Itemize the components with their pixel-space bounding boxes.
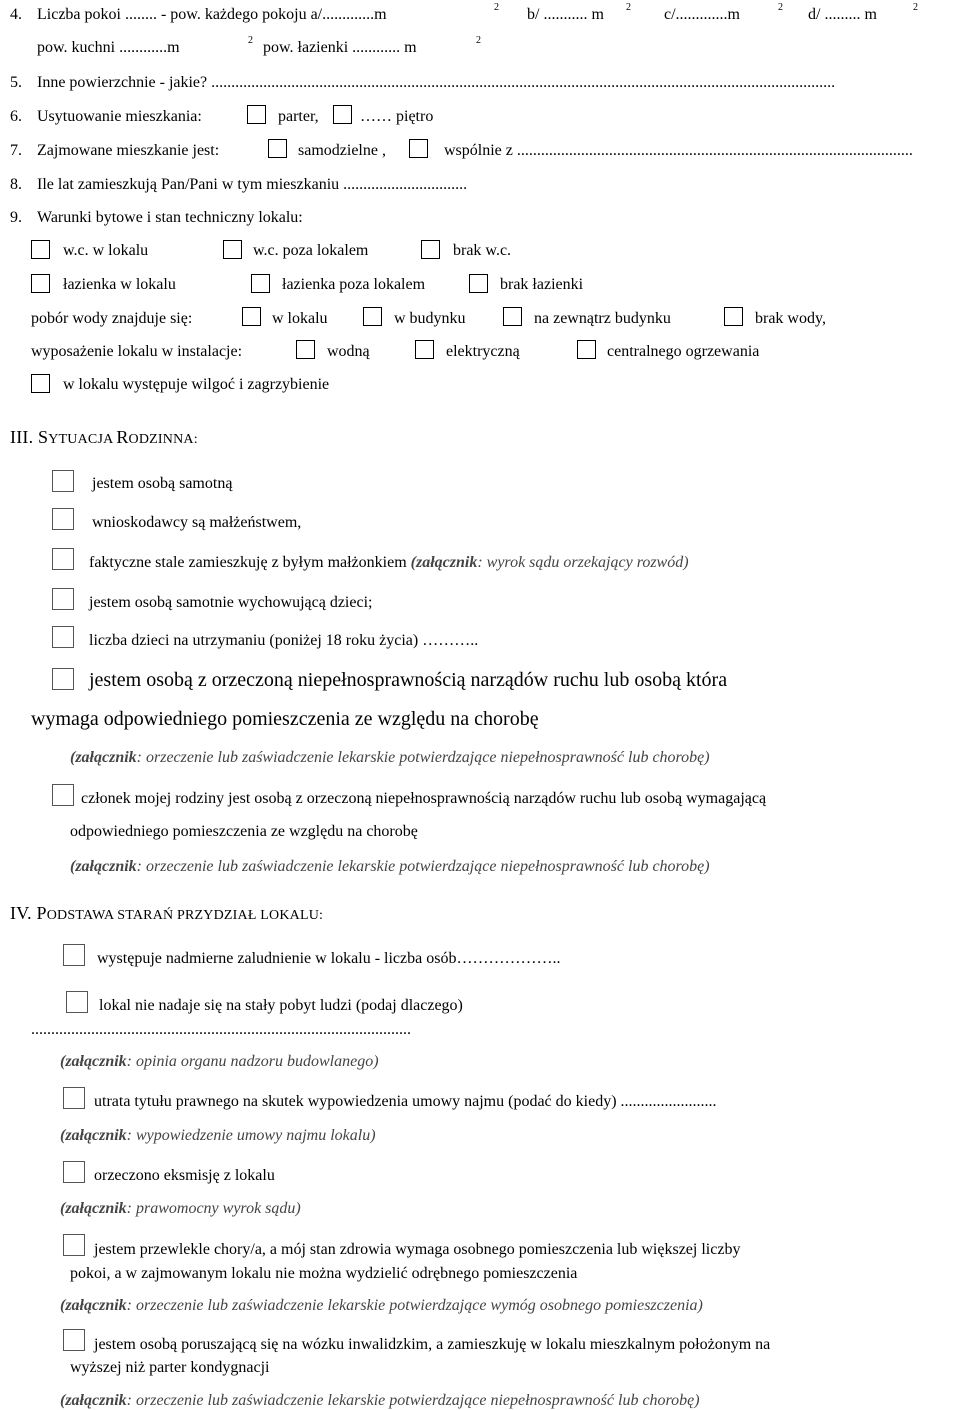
attachment-word: (załącznik [70, 749, 137, 766]
attachment-word: (załącznik [60, 1297, 127, 1314]
checkbox-bathroom-inside[interactable] [31, 274, 50, 293]
children-count-field: liczba dzieci na utrzymaniu (poniżej 18 roku życia) ……….. [89, 632, 479, 649]
ex-spouse-label [89, 555, 689, 571]
no-wc-label: brak w.c. [453, 242, 512, 259]
bathroom-outside-label: łazienka poza lokalem [282, 276, 426, 293]
ex-spouse-text: faktyczne stale zamieszkuję z byłym małżonkiem [89, 554, 407, 571]
superscript: 2 [913, 2, 918, 13]
attachment-eviction [60, 1201, 301, 1217]
checkbox-wc-outside[interactable] [223, 240, 242, 259]
attachment-family-disabled [70, 859, 710, 875]
superscript: 2 [494, 2, 499, 13]
checkbox-floor[interactable] [333, 105, 352, 124]
section-heading-family [10, 428, 198, 447]
checkbox-water-outside[interactable] [503, 307, 522, 326]
installations-label: wyposażenie lokalu w instalacje: [31, 343, 243, 360]
attachment-text: : orzeczenie lub zaświadczenie lekarskie potwierdzające wymóg osobnego pomieszczenia) [126, 1297, 703, 1314]
checkbox-water-inside[interactable] [242, 307, 261, 326]
checkbox-married[interactable] [52, 508, 74, 530]
eviction-label: orzeczono eksmisję z lokalu [94, 1167, 275, 1184]
single-parent-label: jestem osobą samotnie wychowującą dzieci; [89, 594, 373, 611]
checkbox-bathroom-outside[interactable] [251, 274, 270, 293]
attachment-text: : opinia organu nadzoru budowlanego) [126, 1053, 379, 1070]
self-contained-label: samodzielne , [298, 142, 386, 159]
attachment-unfit [60, 1054, 379, 1070]
electric-install-label: elektryczną [446, 343, 520, 360]
checkbox-shared[interactable] [409, 139, 428, 158]
checkbox-overcrowding[interactable] [63, 944, 85, 966]
attachment-word: (załącznik [70, 858, 137, 875]
shared-label: wspólnie z ................................................................................................... [444, 142, 913, 159]
water-outside-label: na zewnątrz budynku [534, 310, 671, 327]
checkbox-unfit[interactable] [66, 991, 88, 1013]
water-inside-label: w lokalu [272, 310, 328, 327]
other-areas-field: Inne powierzchnie - jakie? ............................................................................................................................................................ [37, 74, 836, 91]
heading-rest: ODSTAWA STARAŃ PRZYDZIAŁ LOKALU: [46, 908, 324, 923]
checkbox-title-loss[interactable] [63, 1087, 85, 1109]
superscript: 2 [476, 35, 481, 46]
checkbox-children[interactable] [52, 626, 74, 648]
disabled-self-label: jestem osobą z orzeczoną niepełnosprawnością narządów ruchu lub osobą która [89, 669, 728, 691]
item-number: 7. [10, 142, 22, 159]
rooms-area-label: Liczba pokoi ........ - pow. każdego pokoju a/.............m [37, 6, 387, 23]
attachment-title-loss [60, 1128, 376, 1144]
attachment-word: (załącznik [410, 554, 478, 571]
item-number: 5. [10, 74, 22, 91]
occupancy-label: Zajmowane mieszkanie jest: [37, 142, 220, 159]
chronic-illness-label-cont: pokoi, a w zajmowanym lokalu nie można wydzielić odrębnego pomieszczenia [70, 1265, 578, 1282]
unfit-label: lokal nie nadaje się na stały pobyt ludzi (podaj dlaczego) [99, 997, 463, 1014]
checkbox-self-contained[interactable] [268, 139, 287, 158]
checkbox-no-water[interactable] [724, 307, 743, 326]
water-install-label: wodną [327, 343, 370, 360]
attachment-text: : orzeczenie lub zaświadczenie lekarskie potwierdzające niepełnosprawność lub chorobę) [126, 1392, 700, 1409]
bathroom-inside-label: łazienka w lokalu [63, 276, 176, 293]
floor-label: …… piętro [360, 108, 434, 125]
checkbox-family-disabled[interactable] [52, 784, 74, 806]
years-residing-field: Ile lat zamieszkują Pan/Pani w tym mieszkaniu ............................... [37, 176, 468, 193]
location-label: Usytuowanie mieszkania: [37, 108, 202, 125]
disabled-self-label-cont: wymaga odpowiedniego pomieszczenia ze względu na chorobę [31, 708, 539, 730]
attachment-text: : wyrok sądu orzekający rozwód) [477, 554, 689, 571]
attachment-text: : wypowiedzenie umowy najmu lokalu) [126, 1127, 376, 1144]
chronic-illness-label: jestem przewlekle chory/a, a mój stan zdrowia wymaga osobnego pomieszczenia lub większej liczby [94, 1241, 741, 1258]
checkbox-eviction[interactable] [63, 1161, 85, 1183]
wc-outside-label: w.c. poza lokalem [253, 242, 369, 259]
dampness-label: w lokalu występuje wilgoć i zagrzybienie [63, 376, 330, 393]
attachment-wheelchair [60, 1393, 700, 1409]
checkbox-chronic-illness[interactable] [63, 1234, 85, 1256]
superscript: 2 [626, 2, 631, 13]
heading-capital: S [38, 427, 49, 447]
checkbox-no-wc[interactable] [421, 240, 440, 259]
water-supply-label: pobór wody znajduje się: [31, 310, 193, 327]
attachment-word: (załącznik [60, 1053, 127, 1070]
single-label: jestem osobą samotną [92, 475, 233, 492]
attachment-text: : orzeczenie lub zaświadczenie lekarskie potwierdzające niepełnosprawność lub chorobę) [136, 858, 710, 875]
heading-capital: P [36, 903, 47, 923]
heading-rest: YTUACJA [48, 432, 117, 447]
family-disabled-label: członek mojej rodziny jest osobą z orzeczoną niepełnosprawnością narządów ruchu lub osobą wymagającą [81, 790, 767, 807]
checkbox-single[interactable] [52, 470, 74, 492]
section-number: IV. [10, 903, 32, 923]
superscript: 2 [778, 2, 783, 13]
room-b-field: b/ ........... m [527, 6, 604, 23]
section-heading-grounds [10, 904, 323, 923]
wheelchair-label-cont: wyższej niż parter kondygnacji [70, 1359, 270, 1376]
overcrowding-field: występuje nadmierne zaludnienie w lokalu - liczba osób……………….. [97, 950, 561, 967]
checkbox-electric-install[interactable] [415, 340, 434, 359]
heading-capital: R [116, 427, 129, 447]
section-number: III. [10, 427, 34, 447]
heading-rest: ODZINNA: [128, 432, 198, 447]
checkbox-dampness[interactable] [31, 374, 50, 393]
attachment-disabled-self [70, 750, 710, 766]
item-number: 8. [10, 176, 22, 193]
no-water-label: brak wody, [755, 310, 826, 327]
item-number: 4. [10, 6, 22, 23]
attachment-text: : orzeczenie lub zaświadczenie lekarskie potwierdzające niepełnosprawność lub chorobę) [136, 749, 710, 766]
married-label: wnioskodawcy są małżeństwem, [92, 514, 302, 531]
bathroom-area-field: pow. łazienki ............ m [263, 39, 417, 56]
wc-inside-label: w.c. w lokalu [63, 242, 149, 259]
item-number: 9. [10, 209, 22, 226]
attachment-word: (załącznik [60, 1392, 127, 1409]
checkbox-heating-install[interactable] [577, 340, 596, 359]
item-number: 6. [10, 108, 22, 125]
wheelchair-label: jestem osobą poruszającą się na wózku inwalidzkim, a zamieszkuję w lokalu mieszkalnym położonym na [94, 1336, 771, 1353]
unfit-reason-field: ............................................................................................... [31, 1021, 411, 1038]
checkbox-no-bathroom[interactable] [469, 274, 488, 293]
living-conditions-label: Warunki bytowe i stan techniczny lokalu: [37, 209, 303, 226]
water-building-label: w budynku [394, 310, 466, 327]
attachment-word: (załącznik [60, 1200, 127, 1217]
room-c-field: c/.............m [664, 6, 740, 23]
attachment-chronic-illness [60, 1298, 703, 1314]
family-disabled-label-cont: odpowiedniego pomieszczenia ze względu na chorobę [70, 823, 418, 840]
attachment-word: (załącznik [60, 1127, 127, 1144]
ground-floor-label: parter, [278, 108, 319, 125]
checkbox-water-install[interactable] [296, 340, 315, 359]
checkbox-wc-inside[interactable] [31, 240, 50, 259]
kitchen-area-field: pow. kuchni ............m [37, 39, 180, 56]
title-loss-field: utrata tytułu prawnego na skutek wypowiedzenia umowy najmu (podać do kiedy) ........................ [94, 1093, 717, 1110]
no-bathroom-label: brak łazienki [500, 276, 584, 293]
checkbox-wheelchair[interactable] [63, 1329, 85, 1351]
attachment-text: : prawomocny wyrok sądu) [126, 1200, 301, 1217]
heating-install-label: centralnego ogrzewania [607, 343, 760, 360]
room-d-field: d/ ......... m [808, 6, 877, 23]
checkbox-ex-spouse[interactable] [52, 548, 74, 570]
checkbox-water-building[interactable] [363, 307, 382, 326]
checkbox-ground-floor[interactable] [247, 105, 266, 124]
checkbox-disabled-self[interactable] [52, 668, 74, 690]
superscript: 2 [248, 35, 253, 46]
checkbox-single-parent[interactable] [52, 588, 74, 610]
